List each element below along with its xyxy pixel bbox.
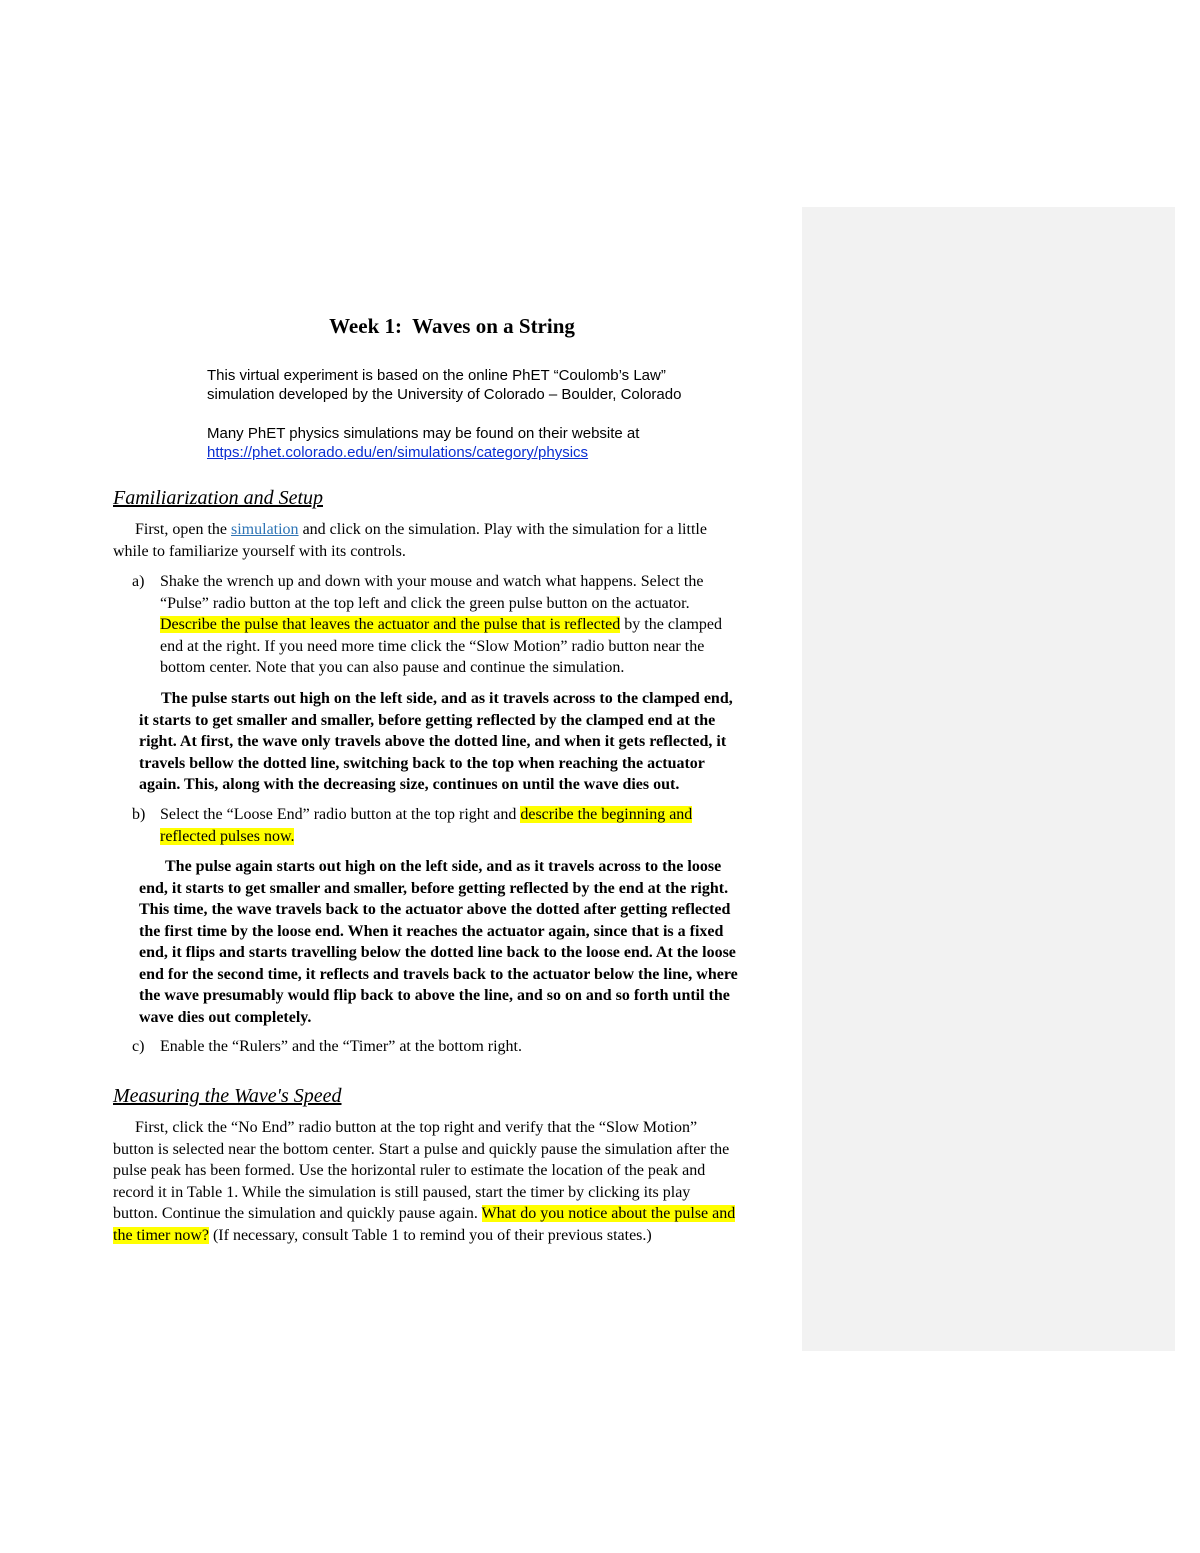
intro-line: This virtual experiment is based on the online PhET “Coulomb’s Law”	[207, 367, 666, 384]
item-line	[160, 826, 692, 848]
item-line: Enable the “Rulers” and the “Timer” at the bottom right.	[160, 1038, 522, 1055]
paragraph-line	[113, 1225, 793, 1247]
list-item-body	[160, 571, 722, 679]
text-run: by the clamped	[620, 616, 723, 633]
answer-line: the first time by the loose end. When it reaches the actuator again, since that is a fixed	[139, 922, 724, 940]
section-heading-wave-speed: Measuring the Wave's Speed	[113, 1085, 342, 1107]
paragraph-line: pulse peak has been formed. Use the horizontal ruler to estimate the location of the peak and	[113, 1162, 706, 1179]
item-line	[160, 614, 722, 636]
text-run: and click on the simulation. Play with the simulation for a little	[298, 521, 707, 538]
answer-a	[139, 688, 799, 796]
answer-line: wave dies out completely.	[139, 1008, 312, 1026]
highlighted-question: What do you notice about the pulse and	[481, 1205, 736, 1222]
answer-line: end, it flips and starts travelling below the dotted line back to the loose end. At the loose	[139, 944, 736, 961]
text-run: Select the “Loose End” radio button at the top right and	[160, 806, 521, 823]
list-marker: b)	[132, 806, 146, 823]
phet-website-link[interactable]: https://phet.colorado.edu/en/simulations/category/physics	[207, 444, 589, 461]
paragraph-line: button is selected near the bottom center. Start a pulse and quickly pause the simulation after the	[113, 1140, 730, 1158]
item-line: Shake the wrench up and down with your mouse and watch what happens. Select the	[160, 573, 704, 590]
highlighted-question: the timer now?	[113, 1226, 209, 1244]
list-item-body	[160, 1036, 522, 1058]
answer-line: travels bellow the dotted line, switching back to the top when reaching the actuator	[139, 754, 705, 772]
intro-line: Many PhET physics simulations may be found on their website at	[207, 425, 640, 442]
answer-b	[139, 856, 799, 1028]
highlighted-question: reflected pulses now.	[160, 827, 295, 845]
wave-speed-paragraph	[113, 1117, 793, 1246]
item-line: “Pulse” radio button at the top left and click the green pulse button on the actuator.	[160, 594, 690, 612]
answer-line: The pulse again starts out high on the left side, and as it travels across to the loose	[165, 858, 722, 875]
highlighted-question: describe the beginning and	[520, 806, 693, 823]
answer-line: end, it starts to get smaller and smaller, before getting reflected by the end at the right.	[139, 879, 729, 897]
list-item-body	[160, 804, 692, 847]
simulation-link[interactable]: simulation	[231, 521, 299, 538]
list-marker: c)	[132, 1038, 145, 1055]
answer-line: This time, the wave travels back to the actuator above the dotted after getting reflected	[139, 901, 731, 918]
list-marker: a)	[132, 573, 145, 590]
paragraph-line: while to familiarize yourself with its controls.	[113, 542, 406, 560]
intro-paragraph	[113, 519, 793, 562]
website-block	[207, 424, 767, 462]
intro-line: simulation developed by the University of Colorado – Boulder, Colorado	[207, 386, 682, 403]
answer-line: it starts to get smaller and smaller, before getting reflected by the clamped end at the	[139, 711, 716, 729]
section-heading-familiarization: Familiarization and Setup	[113, 487, 323, 509]
answer-line: end for the second time, it reflects and travels back to the actuator below the line, where	[139, 965, 738, 983]
item-line: bottom center. Note that you can also pause and continue the simulation.	[160, 659, 625, 676]
item-line	[160, 804, 692, 826]
highlighted-question: Describe the pulse that leaves the actuator and the pulse that is reflected	[160, 616, 621, 633]
answer-line: The pulse starts out high on the left side, and as it travels across to the clamped end,	[161, 690, 733, 707]
paragraph-line: record it in Table 1. While the simulation is still paused, start the timer by clicking its play	[113, 1183, 691, 1201]
item-line: end at the right. If you need more time click the “Slow Motion” radio button near the	[160, 637, 705, 655]
comment-pane	[802, 207, 1175, 1351]
page-title: Week 1: Waves on a String	[329, 314, 575, 338]
paragraph-line: First, click the “No End” radio button at the top right and verify that the “Slow Motion”	[135, 1119, 698, 1136]
text-run: First, open the	[135, 521, 231, 538]
paragraph-line	[113, 519, 793, 541]
intro-block	[207, 366, 767, 404]
answer-line: right. At first, the wave only travels above the dotted line, and when it gets reflected, it	[139, 733, 727, 750]
paragraph-line	[113, 1203, 793, 1225]
answer-line: again. This, along with the decreasing size, continues on until the wave dies out.	[139, 776, 680, 793]
text-run: (If necessary, consult Table 1 to remind you of their previous states.)	[208, 1226, 652, 1244]
answer-line: the wave presumably would flip back to above the line, and so on and so forth until the	[139, 987, 730, 1004]
text-run: button. Continue the simulation and quickly pause again.	[113, 1205, 482, 1222]
